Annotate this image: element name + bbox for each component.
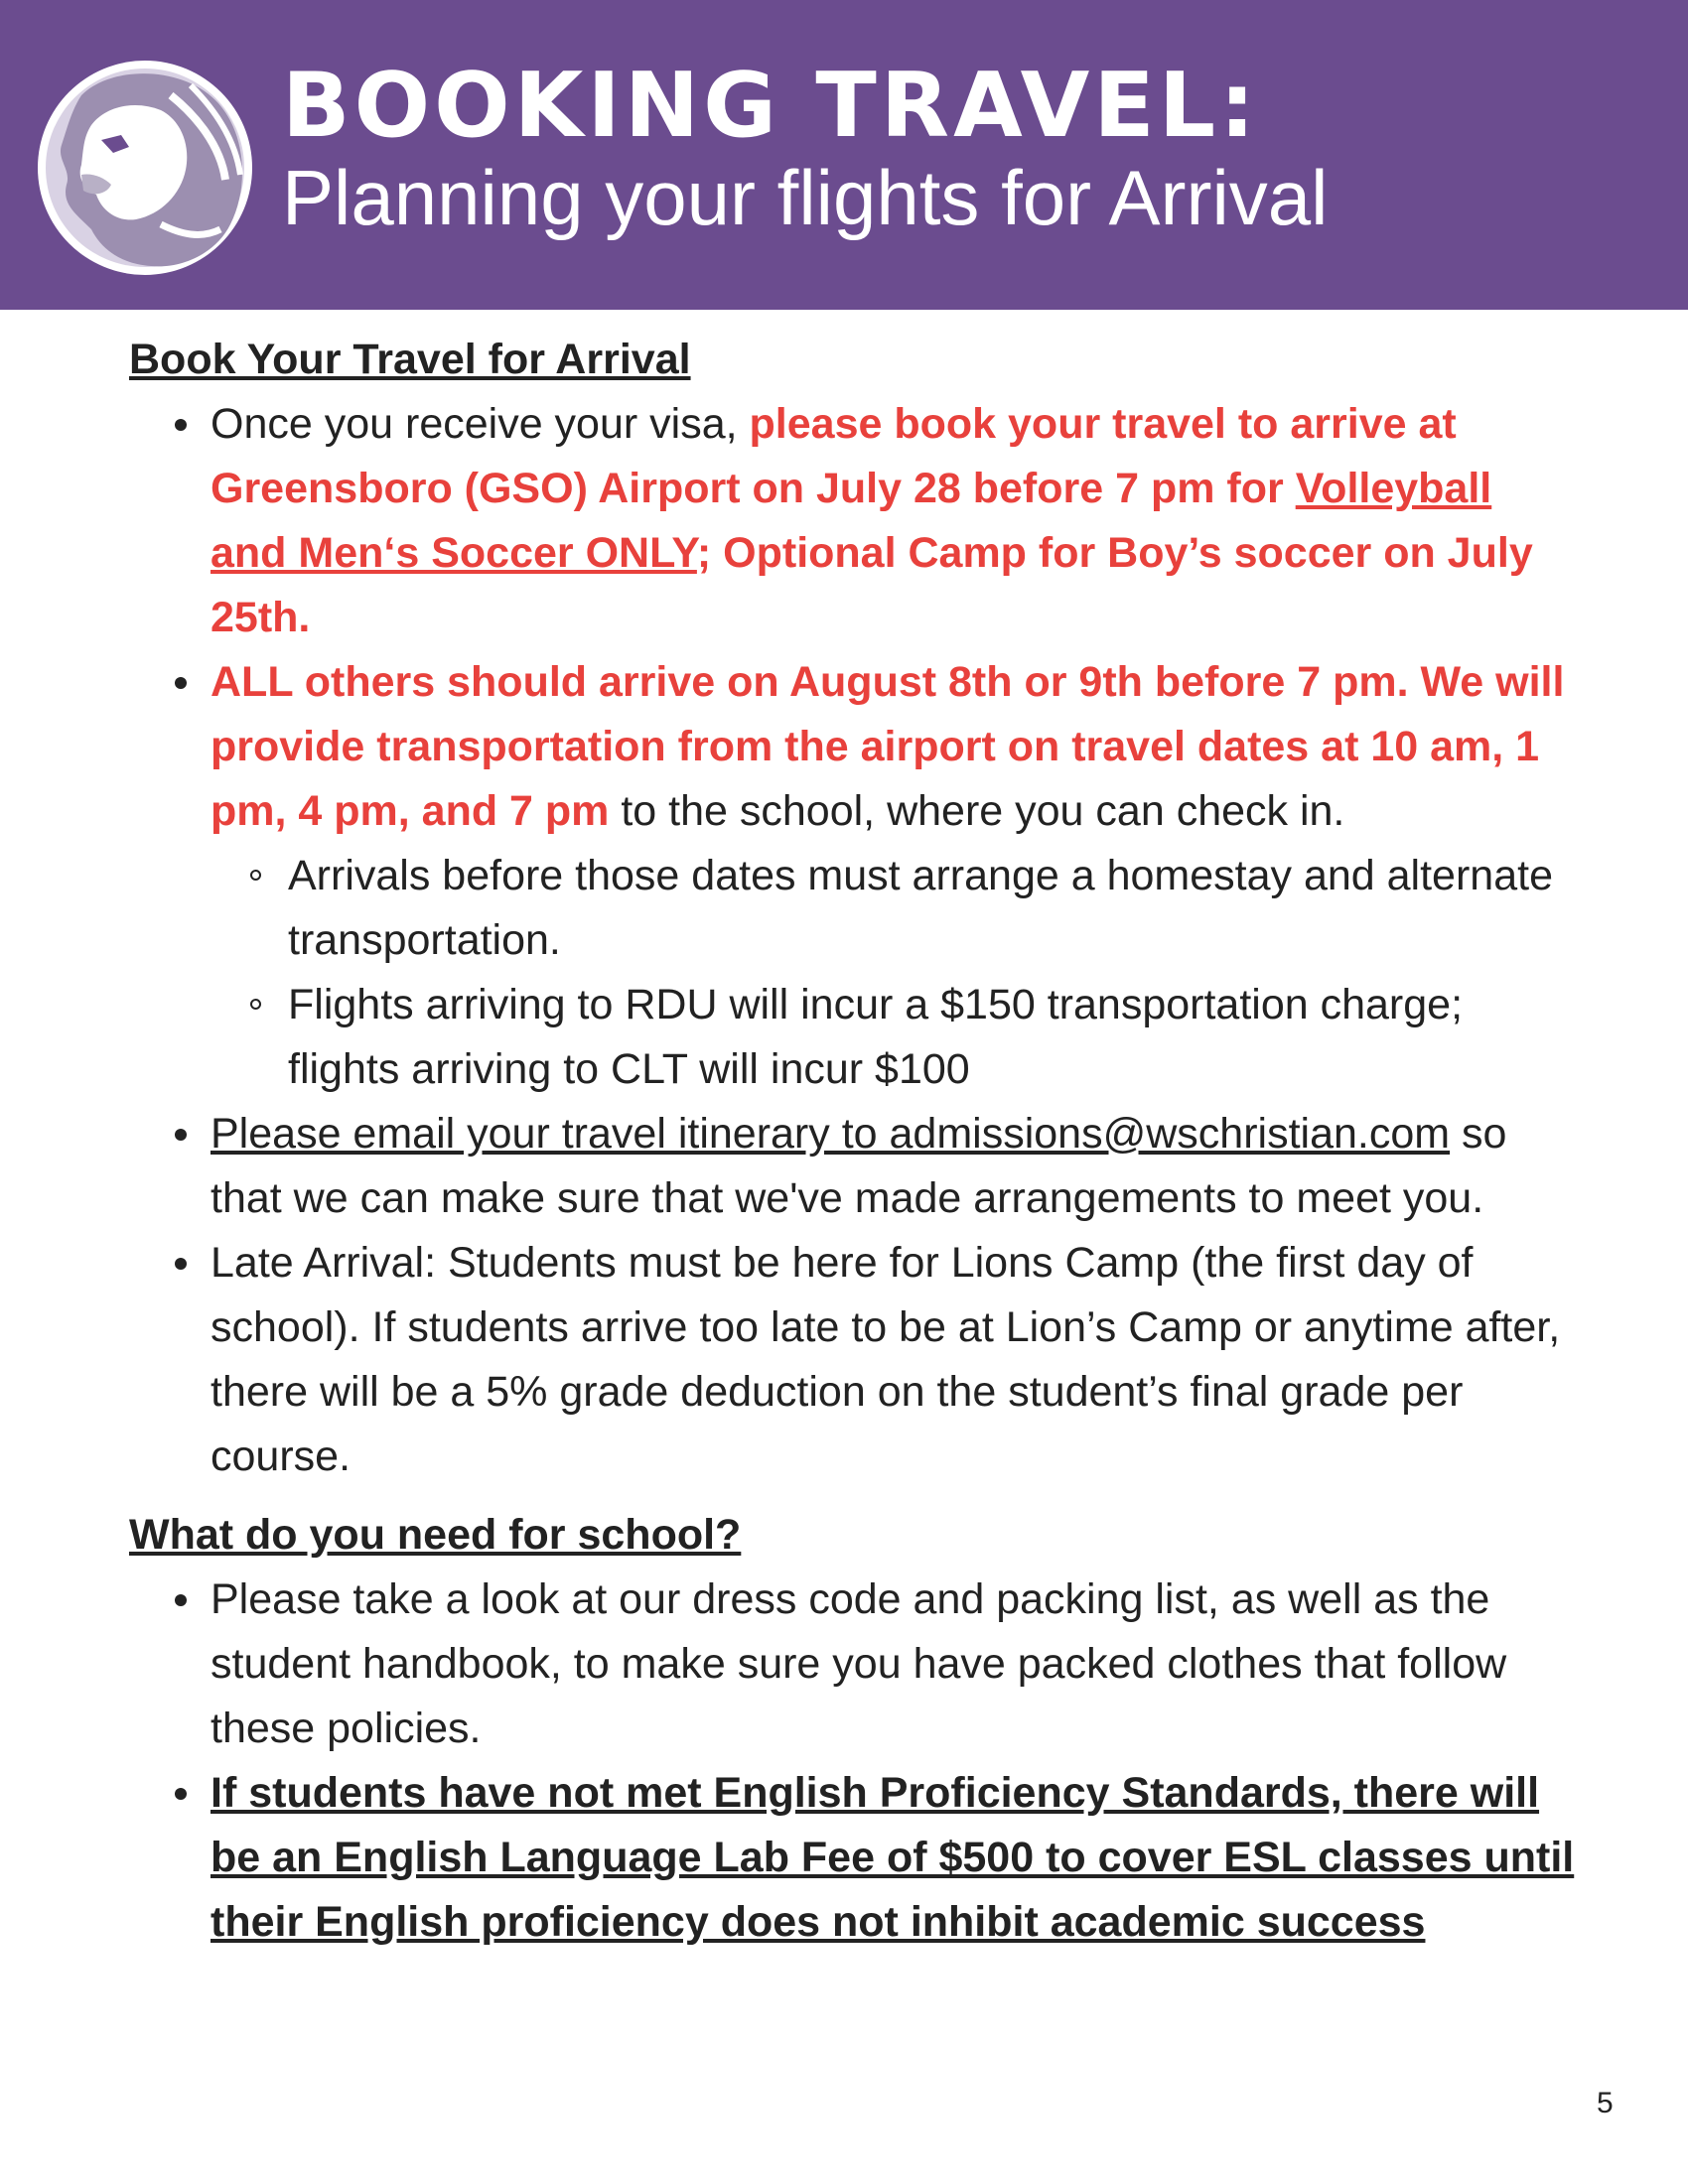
highlight-text-underlined: Volleyball and Men‘s Soccer ONLY — [211, 465, 1492, 577]
header-banner — [0, 0, 1688, 310]
page-title: BOOKING TRAVEL: — [282, 54, 1260, 158]
list-item-text: so that we can make sure that we've made arrangements to meet you. — [211, 1110, 1507, 1222]
school-needs-list — [129, 1568, 1579, 1955]
list-item — [129, 650, 1579, 1102]
list-item — [129, 1102, 1579, 1231]
list-item: Please take a look at our dress code and packing list, as well as the student handbook, to make sure you have packed clothes that follow these policies. — [129, 1568, 1579, 1761]
list-item-text: to the school, where you can check in. — [609, 787, 1345, 835]
section-heading-book-travel: Book Your Travel for Arrival — [129, 336, 691, 383]
sub-list-item: Arrivals before those dates must arrange a homestay and alternate transportation. — [129, 844, 1579, 973]
sub-list-item: Flights arriving to RDU will incur a $150 transportation charge; flights arriving to CLT will incur $100 — [129, 973, 1579, 1102]
page-number: 5 — [1597, 2087, 1614, 2119]
main-content — [129, 328, 1579, 1955]
sub-list — [211, 844, 1579, 1102]
lion-head-icon — [22, 56, 268, 280]
list-item — [129, 392, 1579, 650]
list-item-text: Once you receive your visa, — [211, 400, 750, 448]
list-item: Late Arrival: Students must be here for Lions Camp (the first day of school). If students arrive too late to be at Lion’s Camp or anytime after, there will be a 5% grade deduction on the student’s final grade per course. — [129, 1231, 1579, 1489]
section-heading-school-needs: What do you need for school? — [129, 1511, 742, 1559]
highlight-text: please book your travel to arrive at Greensboro (GSO) Airport on July 28 before 7 pm for — [211, 400, 1457, 512]
book-travel-list — [129, 392, 1579, 1489]
highlight-text: ; Optional Camp for Boy’s soccer on July 25th. — [211, 529, 1533, 641]
list-item: If students have not met English Proficiency Standards, there will be an English Language Lab Fee of $500 to cover ESL classes until their English proficiency does not inhibit academic success — [129, 1761, 1579, 1955]
email-link[interactable]: Please email your travel itinerary to admissions@wschristian.com — [211, 1110, 1451, 1158]
highlight-text: ALL others should arrive on August 8th or 9th before 7 pm. We will provide transportation from the airport on travel dates at 10 am, 1 pm, 4 pm, and 7 pm — [211, 658, 1565, 835]
page-subtitle: Planning your flights for Arrival — [282, 154, 1329, 241]
